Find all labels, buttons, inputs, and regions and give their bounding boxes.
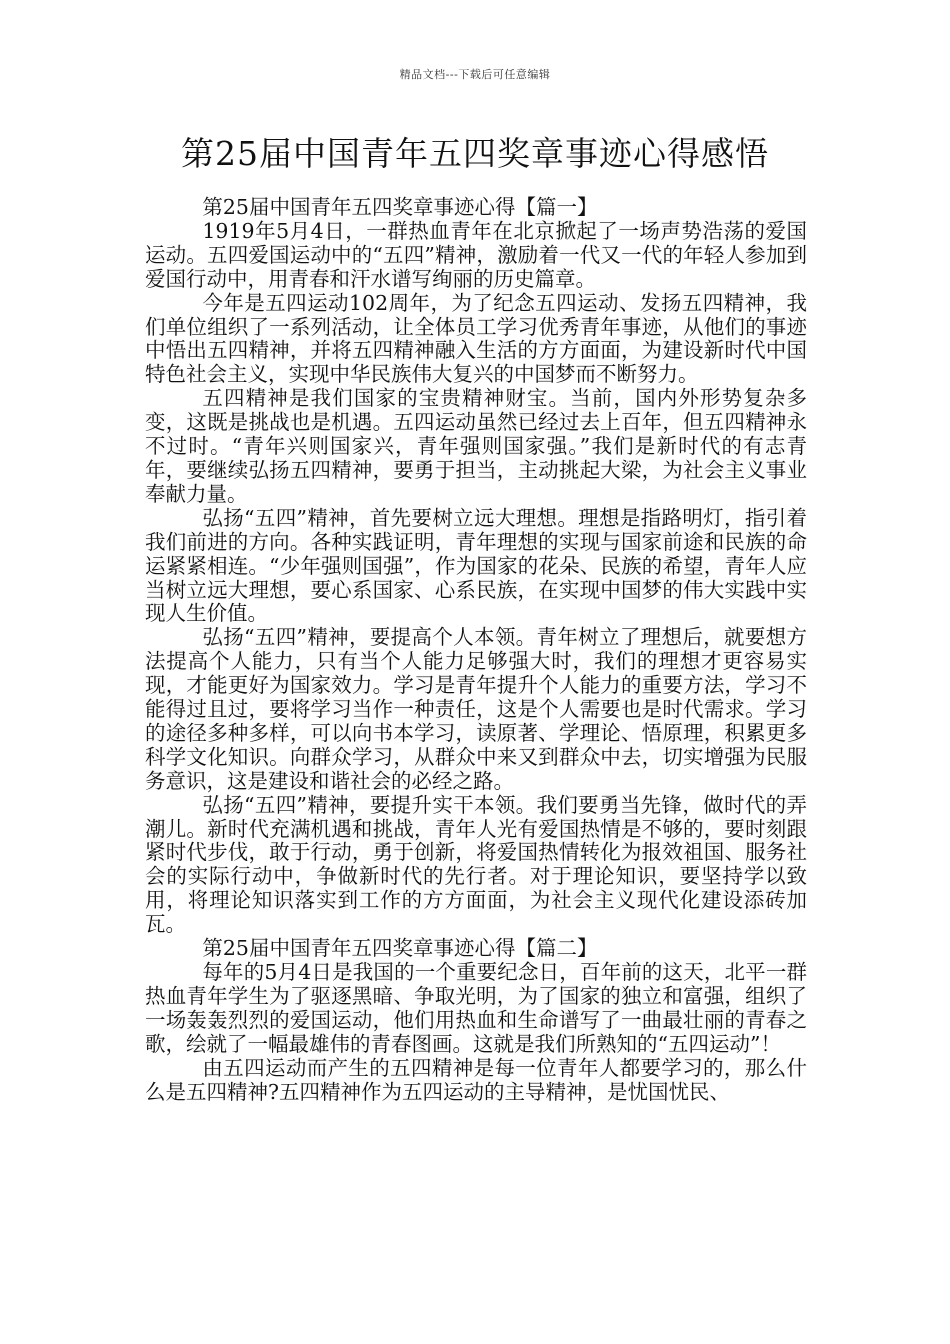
paragraph: 五四精神是我们国家的宝贵精神财宝。当前，国内外形势复杂多变，这既是挑战也是机遇。五四运动虽然已经过去上百年，但五四精神永不过时。“青年兴则国家兴，青年强则国家强。”我们是新时代的有志青年，要继续弘扬五四精神，要勇于担当，主动挑起大梁，为社会主义事业奉献力量。 [145, 386, 807, 506]
section-heading-2: 第25届中国青年五四奖章事迹心得【篇二】 [202, 936, 598, 961]
paragraph: 弘扬“五四”精神，要提升实干本领。我们要勇当先锋，做时代的弄潮儿。新时代充满机遇和挑战，青年人光有爱国热情是不够的，要时刻跟紧时代步伐，敢于行动，勇于创新，将爱国热情转化为报效祖国、服务社会的实际行动中，争做新时代的先行者。对于理论知识，要坚持学以致用，将理论知识落实到工作的方方面面，为社会主义现代化建设添砖加瓦。 [145, 792, 807, 937]
paragraph: 每年的5月4日是我国的一个重要纪念日，百年前的这天，北平一群热血青年学生为了驱逐黑暗、争取光明，为了国家的独立和富强，组织了一场轰轰烈烈的爱国运动，他们用热血和生命谱写了一曲最壮丽的青春之歌，绘就了一幅最雄伟的青春图画。这就是我们所熟知的“五四运动”！ [145, 960, 807, 1056]
paragraph: 今年是五四运动102周年，为了纪念五四运动、发扬五四精神，我们单位组织了一系列活动，让全体员工学习优秀青年事迹，从他们的事迹中悟出五四精神，并将五四精神融入生活的方方面面，为建设新时代中国特色社会主义，实现中华民族伟大复兴的中国梦而不断努力。 [145, 290, 807, 387]
paragraph: 1919年5月4日，一群热血青年在北京掀起了一场声势浩荡的爱国运动。五四爱国运动中的“五四”精神，激励着一代又一代的年轻人参加到爱国行动中，用青春和汗水谱写绚丽的历史篇章。 [145, 218, 807, 291]
document-title: 第25届中国青年五四奖章事迹心得感悟 [181, 134, 769, 173]
paragraph: 由五四运动而产生的五四精神是每一位青年人都要学习的，那么什么是五四精神?五四精神作为五四运动的主导精神，是忧国忧民、 [145, 1055, 807, 1104]
paragraph: 弘扬“五四”精神，要提高个人本领。青年树立了理想后，就要想方法提高个人能力，只有当个人能力足够强大时，我们的理想才更容易实现，才能更好为国家效力。学习是青年提升个人能力的重要方法，学习不能得过且过，要将学习当作一种责任，这是个人需要也是时代需求。学习的途径多种多样，可以向书本学习，读原著、学理论、悟原理，积累更多科学文化知识。向群众学习，从群众中来又到群众中去，切实增强为民服务意识，这是建设和谐社会的必经之路。 [145, 625, 807, 793]
header-note: 精品文档---下载后可任意编辑 [399, 68, 551, 81]
document-body [145, 196, 807, 1104]
paragraph: 弘扬“五四”精神，首先要树立远大理想。理想是指路明灯，指引着我们前进的方向。各种实践证明，青年理想的实现与国家前途和民族的命运紧紧相连。“少年强则国强”，作为国家的花朵、民族的希望，青年人应当树立远大理想，要心系国家、心系民族，在实现中国梦的伟大实践中实现人生价值。 [145, 505, 807, 626]
section-heading-1: 第25届中国青年五四奖章事迹心得【篇一】 [202, 195, 598, 219]
